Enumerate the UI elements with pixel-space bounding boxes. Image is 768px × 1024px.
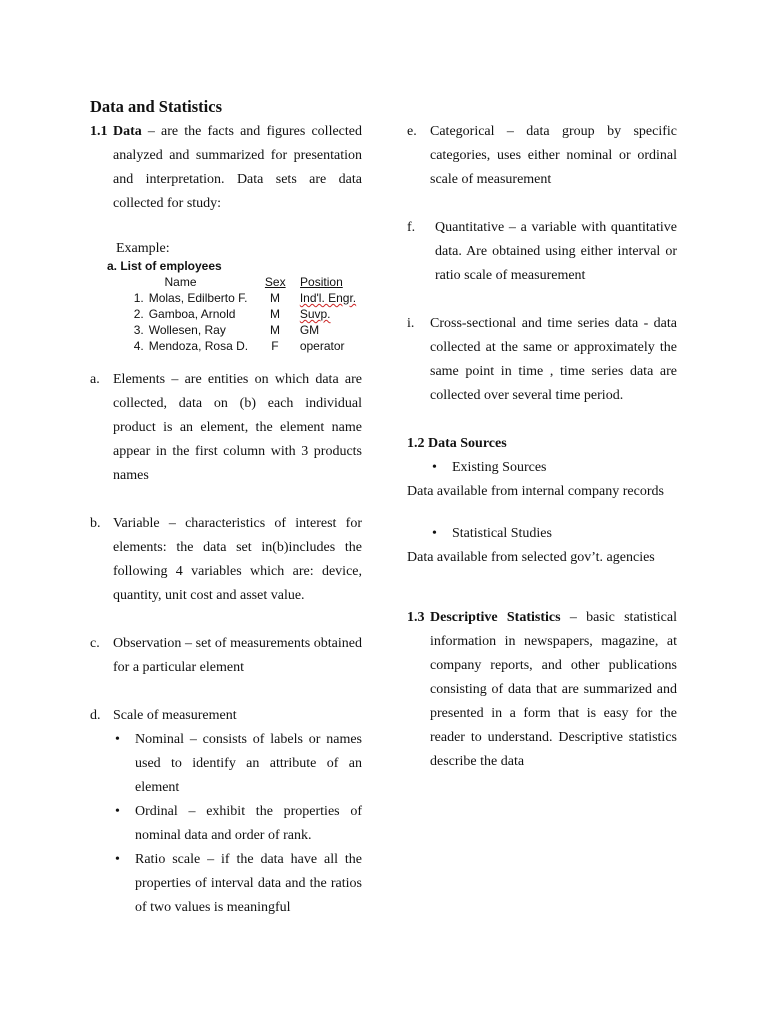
bullet-icon	[113, 848, 135, 920]
item-marker: d.	[90, 708, 101, 723]
header-position: Position	[300, 275, 343, 289]
employee-position: Suvp.	[299, 307, 331, 321]
employee-table-header	[90, 274, 362, 290]
scale-bullet-list	[90, 728, 362, 920]
statistical-studies-text: Data available from selected gov’t. agencies	[407, 550, 655, 565]
section-1-3-body	[430, 606, 677, 774]
item-a-elements	[90, 368, 362, 488]
employee-row	[90, 306, 362, 322]
data-source-bullet-existing	[407, 456, 677, 480]
bullet-text: Ordinal – exhibit the properties of nominal data and order of rank.	[135, 804, 362, 843]
header-name: Name	[164, 275, 197, 289]
bullet-icon	[430, 456, 452, 480]
section-1-3-term: Descriptive Statistics	[430, 610, 561, 625]
item-text: Categorical – data group by specific categories, uses either nominal or ordinal scale of measurement	[430, 124, 677, 187]
item-i-cross-sectional	[407, 312, 677, 408]
scale-bullet-nominal	[113, 728, 362, 800]
section-1-2-heading: 1.2 Data Sources	[407, 436, 507, 451]
section-1-1-body	[113, 120, 362, 216]
bullet-icon	[113, 728, 135, 800]
employee-row	[90, 290, 362, 306]
example-label: Example:	[116, 241, 170, 256]
scale-bullet-ordinal	[113, 800, 362, 848]
employee-row	[90, 322, 362, 338]
bullet-text: Statistical Studies	[452, 526, 552, 541]
employee-position: GM	[299, 323, 320, 337]
item-marker: b.	[90, 516, 101, 531]
scale-bullet-ratio	[113, 848, 362, 920]
employee-number: 4.	[133, 339, 144, 353]
employee-position: Ind'l. Engr.	[299, 291, 357, 305]
section-1-1-term: Data	[113, 124, 142, 139]
header-sex: Sex	[264, 275, 286, 289]
section-1-3-text: – basic statistical information in newspapers, magazine, at company reports, and other publications consisting of data that are summarized and presented in a form that is easy for the reader to understand. Descriptive statistics describe the data	[430, 610, 677, 769]
bullet-icon	[113, 800, 135, 848]
employee-list-title: a. List of employees	[107, 259, 222, 273]
item-b-variable	[90, 512, 362, 608]
section-1-1-text: – are the facts and figures collected analyzed and summarized for presentation and interpretation. Data sets are data collected for study:	[113, 124, 362, 211]
page-title: Data and Statistics	[90, 97, 223, 116]
item-f-quantitative	[407, 216, 677, 288]
employee-name: Mendoza, Rosa D.	[148, 339, 249, 353]
item-text: Variable – characteristics of interest for elements: the data set in(b)includes the following 4 variables which are: device, quantity, unit cost and asset value.	[113, 516, 362, 603]
data-source-bullet-studies	[407, 522, 677, 546]
item-marker: f.	[407, 220, 416, 235]
employee-number: 2.	[133, 307, 144, 321]
bullet-text: Nominal – consists of labels or names used to identify an attribute of an element	[135, 732, 362, 795]
bullet-text: Existing Sources	[452, 460, 547, 475]
employee-name: Gamboa, Arnold	[148, 307, 236, 321]
existing-sources-text: Data available from internal company records	[407, 484, 664, 499]
employee-sex: M	[269, 291, 280, 305]
item-d-scale	[90, 704, 362, 728]
employee-sex: F	[271, 339, 279, 353]
item-marker: c.	[90, 636, 100, 651]
section-1-3-number: 1.3	[407, 610, 425, 625]
employee-name: Molas, Edilberto F.	[148, 291, 248, 305]
item-marker: a.	[90, 372, 100, 387]
employee-table	[90, 258, 362, 354]
item-marker: e.	[407, 124, 417, 139]
employee-sex: M	[269, 323, 280, 337]
item-marker: i.	[407, 316, 415, 331]
section-1-1-number: 1.1	[90, 124, 108, 139]
item-text: Quantitative – a variable with quantitative data. Are obtained using either interval or ratio scale of measurement	[435, 220, 677, 283]
employee-row	[90, 338, 362, 354]
item-text: Observation – set of measurements obtained for a particular element	[113, 636, 362, 675]
employee-name: Wollesen, Ray	[148, 323, 226, 337]
item-text: Elements – are entities on which data are collected, data on (b) each individual product is an element, the element name appear in the first column with 3 products names	[113, 372, 362, 483]
left-column	[90, 120, 362, 920]
section-1-1	[90, 120, 362, 216]
item-text: Scale of measurement	[113, 708, 237, 723]
bullet-icon	[430, 522, 452, 546]
employee-sex: M	[269, 307, 280, 321]
item-e-categorical	[407, 120, 677, 192]
item-text: Cross-sectional and time series data - data collected at the same or approximately the same point in time , time series data are collected over several time period.	[430, 316, 677, 403]
section-1-3	[407, 606, 677, 774]
item-c-observation	[90, 632, 362, 680]
bullet-text: Ratio scale – if the data have all the properties of interval data and the ratios of two values is meaningful	[135, 852, 362, 915]
right-column	[407, 120, 677, 774]
employee-number: 3.	[133, 323, 144, 337]
employee-number: 1.	[133, 291, 144, 305]
employee-position: operator	[299, 339, 345, 353]
